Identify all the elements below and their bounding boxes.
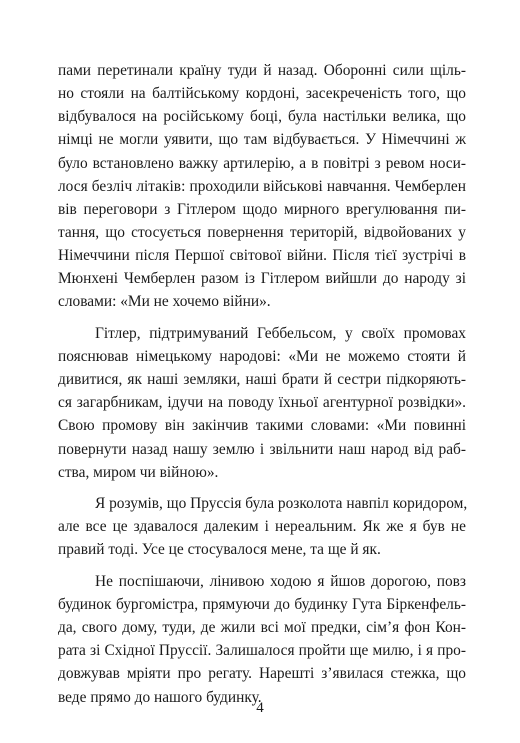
text-line: да, свого дому, туди, де жили всі мої предки, сім’я фон Кон- (58, 619, 466, 637)
paragraph-gap (58, 562, 466, 570)
text-line: будинок бургомістра, прямуючи до будинку Гута Біркенфель- (58, 595, 466, 613)
text-line: словами: «Ми не хочемо війни». (58, 293, 271, 311)
body-text (58, 59, 466, 709)
text-line: рата зі Східної Пруссії. Залишалося пройти ще милю, і я про- (58, 642, 466, 660)
text-line: ства, миром чи війною». (58, 463, 219, 481)
paragraph (58, 59, 466, 314)
text-line: Німеччини після Першої світової війни. Після тієї зустрічі в (58, 247, 466, 265)
text-line: Свою промову він закінчив такими словами: «Ми повинні (58, 417, 466, 435)
text-line: відбувалося на російському боці, була настільки велика, що (58, 108, 466, 126)
text-line: Мюнхені Чемберлен разом із Гітлером вийшли до народу зі (58, 270, 466, 288)
text-line: Не поспішаючи, лінивою ходою я йшов дорогою, повз (95, 572, 466, 590)
text-line: довжував мріяти про регату. Нарешті з’явилася стежка, що (58, 665, 466, 683)
paragraph (58, 322, 466, 484)
text-line: веде прямо до нашого будинку. (58, 688, 262, 706)
paragraph-gap (58, 484, 466, 492)
text-line: правий тоді. Усе це стосувалося мене, та ще й як. (58, 541, 381, 559)
paragraph-gap (58, 314, 466, 322)
text-line: лося безліч літаків: проходили військові навчання. Чемберлен (58, 177, 466, 195)
text-line: пояснював німецькому народові: «Ми не можемо стояти й (58, 347, 466, 365)
text-line: Я розумів, що Пруссія була розколота навпіл коридором, (95, 495, 468, 513)
paragraph (58, 570, 466, 709)
text-line: повернути назад нашу землю і звільнити наш народ від раб- (58, 440, 466, 458)
paragraph (58, 492, 466, 561)
text-line: тання, що стосується повернення територій, відвойованих у (58, 223, 466, 241)
text-line: німці не могли уявити, що там відбувається. У Німеччині ж (58, 131, 466, 149)
text-line: було встановлено важку артилерію, а в повітрі з ревом носи- (58, 154, 466, 172)
text-line: ся загарбникам, ідучи на поводу їхньої агентурної розвідки». (58, 394, 466, 412)
text-line: але все це здавалося далеким і нереальним. Як же я був не (58, 518, 466, 536)
text-line: дивитися, як наші земляки, наші брати й сестри підкоряють- (58, 371, 466, 389)
text-line: вів переговори з Гітлером щодо мирного врегулювання пи- (58, 200, 466, 218)
page-number: 4 (256, 700, 264, 716)
text-line: Гітлер, підтримуваний Геббельсом, у своїх промовах (95, 324, 466, 342)
text-line: пами перетинали країну туди й назад. Оборонні сили щіль- (58, 62, 466, 79)
text-line: но стояли на балтійському кордоні, засекреченість того, що (58, 85, 466, 103)
